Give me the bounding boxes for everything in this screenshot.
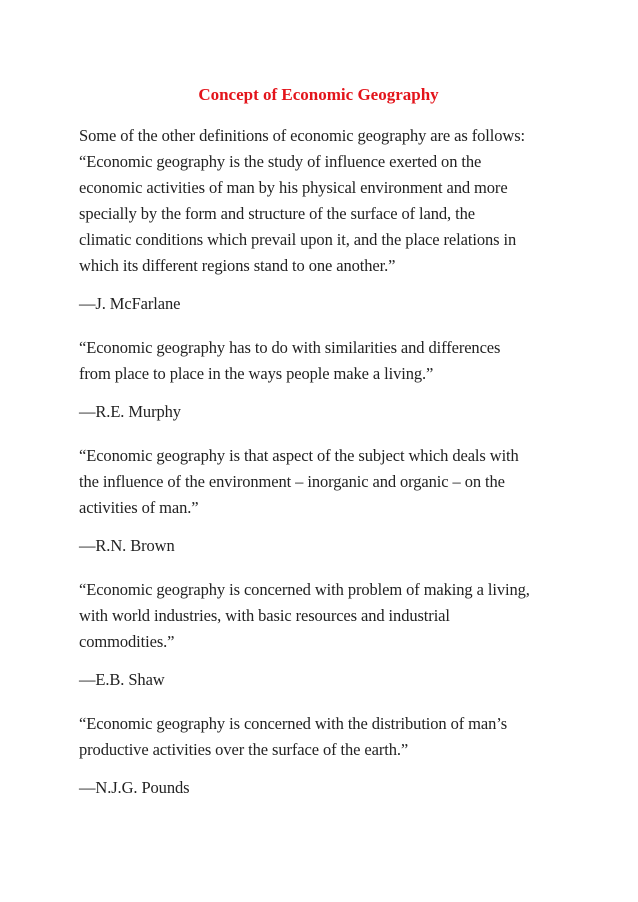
body-line: activities of man.” (79, 498, 199, 517)
body-line: productive activities over the surface of the earth.” (79, 740, 409, 759)
body-line: commodities.” (79, 632, 175, 651)
body-line: which its different regions stand to one another.” (79, 256, 396, 275)
body-line: economic activities of man by his physical environment and more (79, 178, 508, 197)
attribution: —J. McFarlane (79, 294, 181, 313)
attribution: —N.J.G. Pounds (79, 778, 190, 797)
body-line: “Economic geography is concerned with problem of making a living, (79, 580, 530, 599)
body-line: “Economic geography is concerned with the distribution of man’s (79, 714, 508, 733)
body-line: “Economic geography is that aspect of the subject which deals with (79, 446, 519, 465)
body-line: from place to place in the ways people make a living.” (79, 364, 434, 383)
body-line: with world industries, with basic resources and industrial (79, 606, 450, 625)
attribution: —R.N. Brown (79, 536, 175, 555)
body-line: “Economic geography has to do with similarities and differences (79, 338, 501, 357)
body-line: the influence of the environment – inorganic and organic – on the (79, 472, 505, 491)
attribution: —E.B. Shaw (79, 670, 165, 689)
page-title: Concept of Economic Geography (198, 85, 439, 104)
body-line: “Economic geography is the study of influence exerted on the (79, 152, 482, 171)
body-line: specially by the form and structure of the surface of land, the (79, 204, 475, 223)
attribution: —R.E. Murphy (79, 402, 181, 421)
body-line: Some of the other definitions of economic geography are as follows: (79, 126, 526, 145)
body-line: climatic conditions which prevail upon it, and the place relations in (79, 230, 517, 249)
